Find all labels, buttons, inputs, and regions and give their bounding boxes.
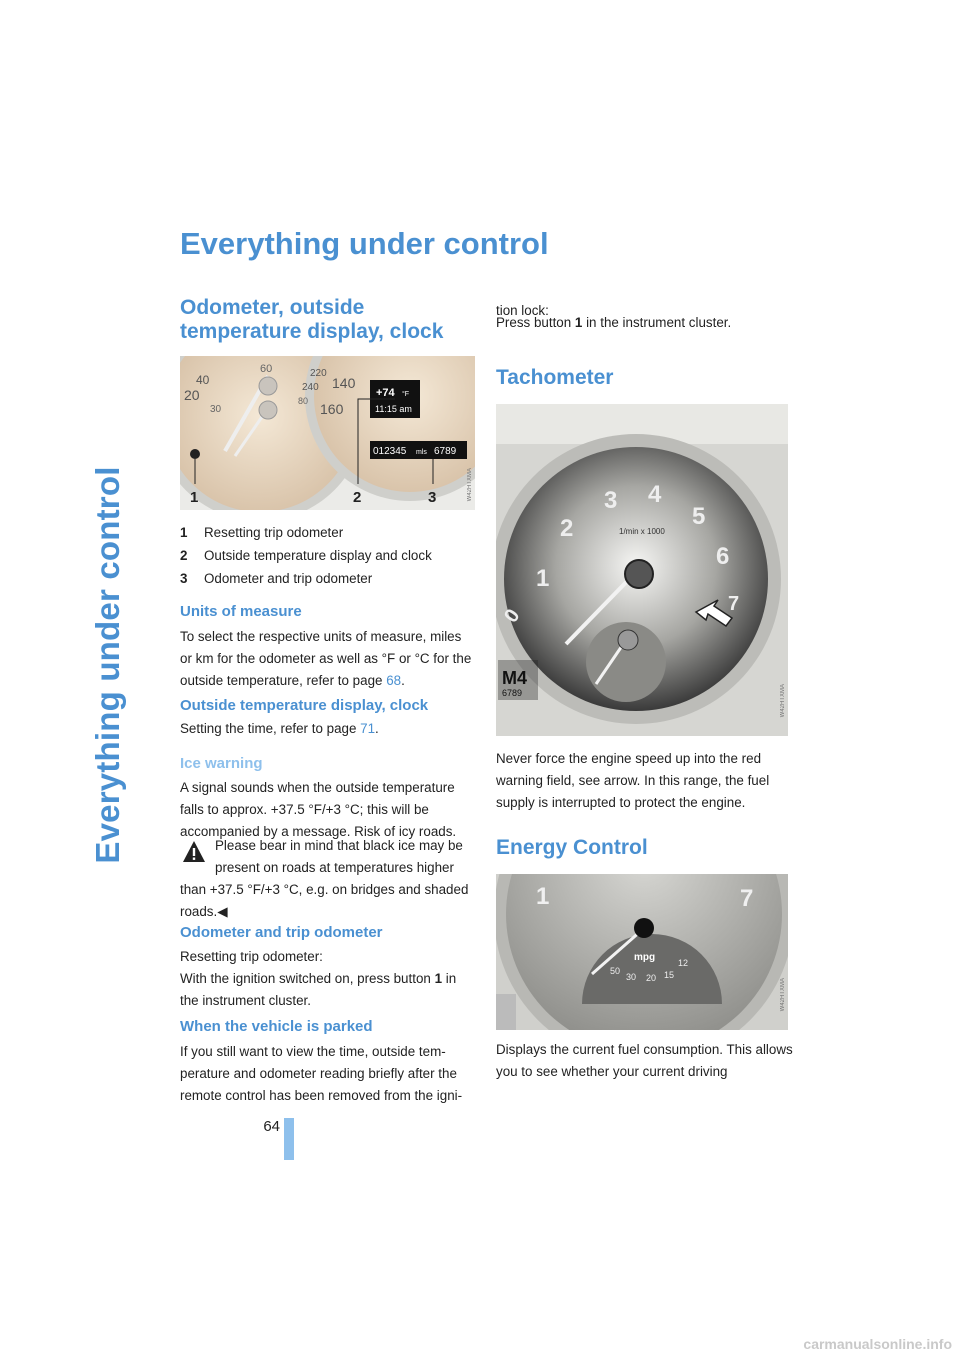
mpg-12: 12	[678, 958, 689, 968]
otd-heading: Outside temperature display, clock	[180, 697, 429, 714]
callout-1: 1	[190, 489, 199, 506]
trip-value: 6789	[434, 446, 457, 457]
legend-number: 3	[180, 571, 188, 586]
page-link-68[interactable]: 68	[386, 673, 402, 688]
odometer-reset-text	[180, 968, 476, 1012]
continued-line-2	[496, 312, 796, 334]
legend-number: 1	[180, 525, 188, 540]
parked-text: If you still want to view the time, outside tem-perature and odometer reading briefly after the remote control has been removed from the igni-	[180, 1044, 463, 1103]
energy-control-figure	[496, 874, 788, 1030]
tach-7: 7	[728, 593, 740, 615]
tach-unit-label: 1/min x 1000	[619, 527, 665, 536]
odometer-unit: mls	[416, 449, 427, 456]
watermark: carmanualsonline.info	[803, 1336, 952, 1352]
gauge-label-240: 240	[302, 382, 319, 393]
energy-control-text: Displays the current fuel consumption. This allows you to see whether your current driving	[496, 1042, 793, 1079]
tach-1: 1	[536, 565, 550, 592]
tach-5: 5	[692, 503, 706, 530]
page-title: Everything under control	[180, 226, 549, 261]
energy-control-graphic	[496, 874, 788, 1030]
otd-text-end: .	[375, 721, 379, 736]
cont-button-number: 1	[574, 315, 583, 330]
energy-top-left-number: 1	[536, 883, 550, 910]
gauge-label-80: 80	[298, 396, 309, 406]
cont-text-end: in the instrument cluster.	[582, 315, 732, 330]
gauge-label-40: 40	[196, 373, 210, 387]
odo-text-end: in the instrument cluster.	[180, 971, 457, 1008]
gauge-label-30: 30	[210, 404, 222, 415]
legend-item	[180, 567, 480, 590]
gauge-label-160: 160	[320, 401, 344, 417]
odometer-figure	[180, 356, 475, 510]
odometer-section-heading: Odometer, outside temperature display, clock	[180, 296, 444, 343]
warning-line-1: Please bear in mind that black ice may be	[215, 838, 463, 853]
odo-text: With the ignition switched on, press button	[180, 971, 435, 986]
tachometer-figure	[496, 404, 788, 736]
continued-line-1: tion lock:	[496, 303, 549, 318]
reset-button-graphic	[190, 449, 200, 459]
warning-rest: than +37.5 °F/+3 °C, e.g. on bridges and shaded roads.◀	[180, 882, 469, 919]
m4-badge: M4	[502, 668, 528, 688]
legend-text: Resetting trip odometer	[204, 525, 344, 540]
mpg-unit: mpg	[634, 952, 656, 963]
warning-triangle-icon	[182, 840, 206, 864]
legend-item	[180, 521, 480, 544]
m4-badge-sub: 6789	[502, 688, 523, 698]
odometer-figure-graphic	[180, 356, 475, 510]
page-link-71[interactable]: 71	[360, 721, 376, 736]
energy-control-heading: Energy Control	[496, 836, 648, 859]
legend-item	[180, 544, 480, 567]
tach-2: 2	[560, 515, 574, 542]
gauge-label-140: 140	[332, 375, 356, 391]
legend-text: Odometer and trip odometer	[204, 571, 373, 586]
tach-0: 0	[500, 605, 525, 627]
tachometer-graphic	[496, 404, 788, 736]
odometer-reset-label: Resetting trip odometer:	[180, 949, 323, 964]
parked-heading: When the vehicle is parked	[180, 1018, 373, 1035]
tach-figure-code: W42HTXMA	[780, 684, 786, 718]
side-chapter-title: Everything under control	[89, 466, 126, 864]
temp-display-value: +74	[376, 387, 395, 399]
ice-warning-heading: Ice warning	[180, 755, 263, 772]
otd-text: Setting the time, refer to page	[180, 721, 361, 736]
units-text-end: .	[401, 673, 405, 688]
mpg-15: 15	[664, 970, 675, 980]
mpg-30: 30	[626, 972, 637, 982]
gauge-label-220: 220	[310, 368, 327, 379]
page-number: 64	[263, 1118, 280, 1135]
odometer-trip-heading: Odometer and trip odometer	[180, 924, 383, 941]
callout-2: 2	[353, 489, 362, 506]
units-heading: Units of measure	[180, 603, 302, 620]
otd-paragraph	[180, 718, 476, 740]
legend-text: Outside temperature display and clock	[204, 548, 432, 563]
clock-value: 11:15 am	[375, 404, 412, 414]
mpg-50: 50	[610, 966, 621, 976]
units-text: To select the respective units of measure, miles or km for the odometer as well as °F or °C for the outside temperature, refer to page	[180, 629, 472, 688]
legend-number: 2	[180, 548, 188, 563]
tach-6: 6	[716, 543, 730, 570]
energy-figure-code: W42HTXMA	[780, 978, 786, 1012]
figure-code: W42HTXMA	[467, 468, 473, 502]
tach-4: 4	[648, 481, 662, 508]
odometer-value: 012345	[373, 446, 407, 457]
gauge-label-20: 20	[184, 387, 200, 403]
page-number-bar	[284, 1118, 294, 1160]
temp-unit: °F	[402, 391, 410, 398]
ice-warning-text: A signal sounds when the outside temperature falls to approx. +37.5 °F/+3 °C; this will be accompanied by a message. Risk of icy roads.	[180, 780, 457, 839]
tachometer-text: Never force the engine speed up into the red warning field, see arrow. In this range, the fuel supply is interrupted to protect the engine.	[496, 751, 770, 810]
figure-legend	[180, 521, 480, 590]
gauge-label-60: 60	[260, 363, 273, 375]
tachometer-heading: Tachometer	[496, 366, 614, 389]
mpg-20: 20	[646, 973, 657, 983]
units-paragraph	[180, 626, 476, 692]
odo-button-number: 1	[434, 971, 443, 986]
cont-text: Press button	[496, 315, 575, 330]
callout-3: 3	[428, 489, 437, 506]
warning-line-2: present on roads at temperatures higher	[215, 860, 454, 875]
energy-top-right-number: 7	[740, 885, 754, 912]
tach-3: 3	[604, 487, 618, 514]
